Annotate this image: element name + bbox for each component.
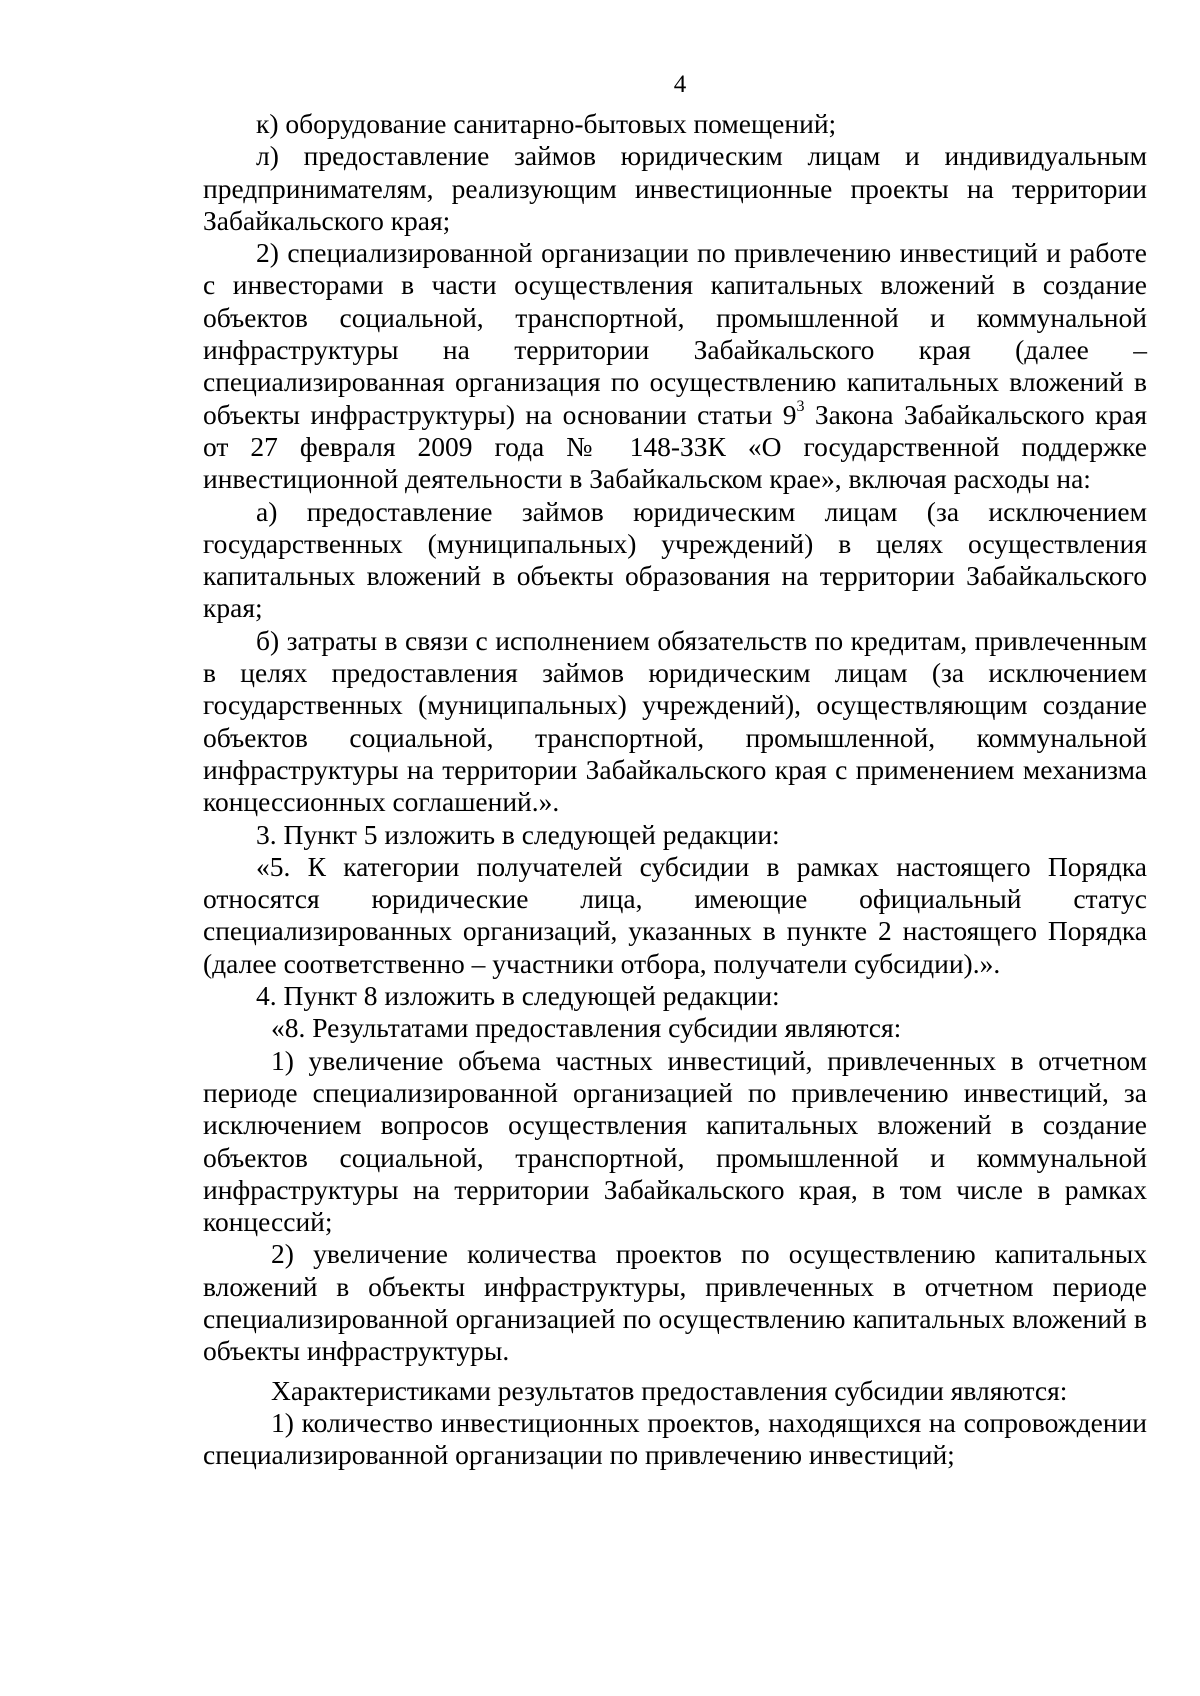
paragraph-l: л) предоставление займов юридическим лицам и индивидуальным предпринимателям, реализующим инвестиционные проекты на территории Забайкальского края; — [203, 140, 1147, 236]
paragraph-item-5: «5. К категории получателей субсидии в рамках настоящего Порядка относятся юридические лица, имеющие официальный статус специализированных организаций, указанных в пункте 2 настоящего Порядка (далее соответственно – участники отбора, получатели субсидии).». — [203, 850, 1147, 979]
article-superscript: 3 — [796, 397, 805, 415]
paragraph-characteristic-1: 1) количество инвестиционных проектов, находящихся на сопровождении специализированной организации по привлечению инвестиций; — [203, 1406, 1147, 1471]
paragraph-item-3: 3. Пункт 5 изложить в следующей редакции: — [256, 818, 780, 850]
paragraph-2-specialized-organization — [203, 237, 1147, 495]
document-body — [203, 108, 1147, 1471]
paragraph-item-8: «8. Результатами предоставления субсидии являются: — [271, 1012, 902, 1044]
paragraph-2-text-continued: Закона Забайкальского края от 27 февраля 2009 года № 148-ЗЗК «О государственной поддержке инвестиционной деятельности в Забайкальском крае», включая расходы на: — [203, 398, 1147, 495]
paragraph-b: б) затраты в связи с исполнением обязательств по кредитам, привлеченным в целях предоставления займов юридическим лицам (за исключением государственных (муниципальных) учреждений), осуществляющим создание объектов социальной, транспортной, промышленной, коммунальной инфраструктуры на территории Забайкальского края с применением механизма концессионных соглашений.». — [203, 624, 1147, 818]
paragraph-result-1: 1) увеличение объема частных инвестиций, привлеченных в отчетном периоде специализированной организацией по привлечению инвестиций, за исключением вопросов осуществления капитальных вложений в создание объектов социальной, транспортной, промышленной и коммунальной инфраструктуры на территории Забайкальского края, в том числе в рамках концессий; — [203, 1044, 1147, 1238]
paragraph-characteristics: Характеристиками результатов предоставления субсидии являются: — [271, 1374, 1068, 1406]
paragraph-result-2: 2) увеличение количества проектов по осуществлению капитальных вложений в объекты инфраструктуры, привлеченных в отчетном периоде специализированной организацией по осуществлению капитальных вложений в объекты инфраструктуры. — [203, 1238, 1147, 1367]
paragraph-k: к) оборудование санитарно-бытовых помещений; — [256, 108, 837, 139]
paragraph-item-4: 4. Пункт 8 изложить в следующей редакции: — [256, 980, 780, 1012]
paragraph-2-text: 2) специализированной организации по привлечению инвестиций и работе с инвесторами в части осуществления капитальных вложений в создание объектов социальной, транспортной, промышленной и коммунальной инфраструктуры на территории Забайкальского края (далее – специализированная организация по осуществлению капитальных вложений в объекты инфраструктуры) на основании статьи 9 — [203, 237, 1147, 430]
paragraph-a: а) предоставление займов юридическим лицам (за исключением государственных (муниципальных) учреждений) в целях осуществления капитальных вложений в объекты образования на территории Забайкальского края; — [203, 495, 1147, 624]
page-number: 4 — [673, 71, 687, 98]
